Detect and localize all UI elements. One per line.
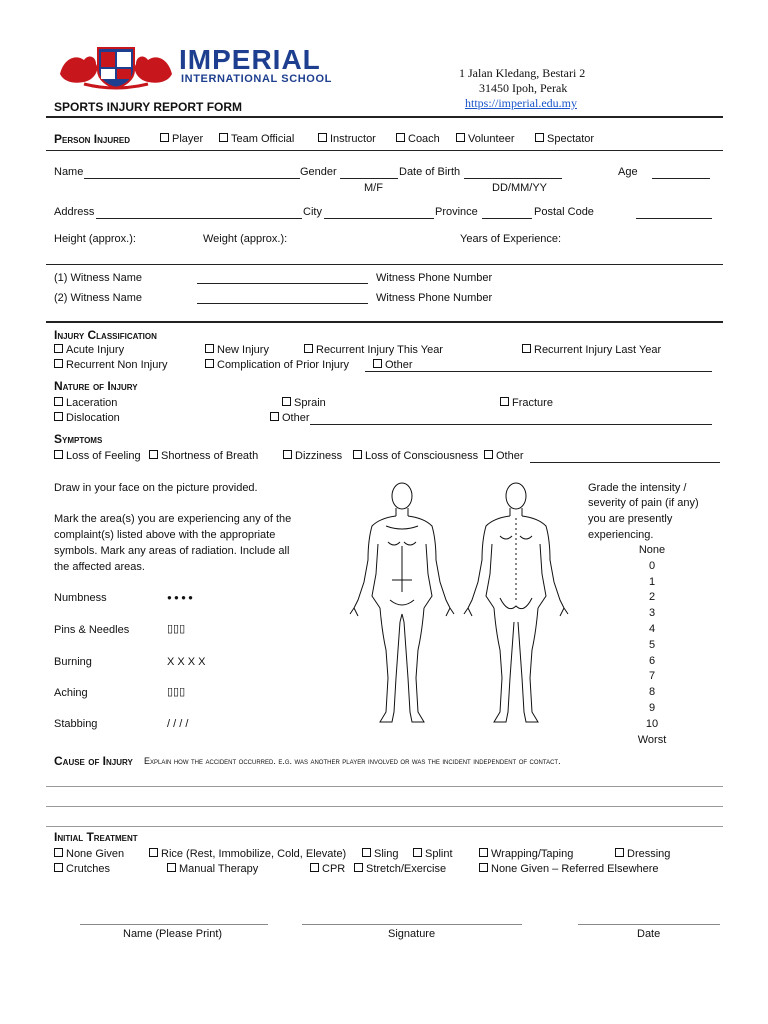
dob-label: Date of Birth (399, 166, 461, 178)
pain-scale-item[interactable]: 5 (648, 638, 656, 651)
date-label: Date (637, 928, 661, 940)
address-field[interactable] (96, 218, 302, 219)
option-label: Crutches (66, 863, 111, 875)
checkbox-icon (479, 848, 488, 857)
witness-1-label: (1) Witness Name (54, 272, 143, 284)
section-rule (46, 150, 723, 151)
injury-classification-heading: Injury Classification (54, 328, 157, 342)
option-label: None Given (66, 848, 125, 860)
option-label: Other (496, 450, 524, 462)
school-logo (54, 44, 178, 90)
option-loss-of-feeling[interactable] (54, 450, 141, 462)
legend-numbness-label: Numbness (54, 592, 107, 604)
pain-scale-item[interactable]: 6 (648, 654, 656, 667)
witness-2-label: (2) Witness Name (54, 292, 143, 304)
checkbox-icon (500, 397, 509, 406)
option-rice[interactable] (149, 848, 346, 860)
option-recurrent-last-year[interactable] (522, 344, 661, 356)
checkbox-icon (362, 848, 371, 857)
school-name: IMPERIAL (179, 44, 321, 75)
signature-label: Signature (388, 928, 436, 940)
checkbox-icon (283, 450, 292, 459)
option-dizziness[interactable] (283, 450, 342, 462)
checkbox-icon (615, 848, 624, 857)
pain-scale-item[interactable]: 9 (648, 701, 656, 714)
cause-line-2[interactable] (46, 806, 723, 807)
legend-aching-symbol: ▯▯▯ (167, 686, 186, 698)
checkbox-icon (304, 344, 313, 353)
checkbox-icon (535, 133, 544, 142)
option-manual-therapy[interactable] (167, 863, 258, 875)
age-field[interactable] (652, 178, 710, 179)
postal-label: Postal Code (534, 206, 594, 218)
checkbox-icon (310, 863, 319, 872)
legend-burning-symbol: X X X X (167, 656, 206, 668)
checkbox-icon (54, 848, 63, 857)
weight-label: Weight (approx.): (203, 233, 288, 245)
pain-scale-item[interactable]: 7 (648, 670, 656, 683)
checkbox-icon (282, 397, 291, 406)
option-label: Dressing (627, 848, 671, 860)
option-label: Dislocation (66, 412, 120, 424)
checkbox-icon (522, 344, 531, 353)
option-dislocation[interactable] (54, 412, 120, 424)
option-complication[interactable] (205, 359, 349, 371)
option-label: CPR (322, 863, 346, 875)
section-rule (46, 264, 723, 265)
address-label: Address (54, 206, 95, 218)
checkbox-icon (318, 133, 327, 142)
witness-1-name-field[interactable] (197, 283, 368, 284)
pain-scale-item[interactable]: 4 (648, 622, 656, 635)
website-link[interactable]: https://imperial.edu.my (465, 96, 577, 110)
name-label: Name (54, 166, 84, 178)
checkbox-icon (413, 848, 422, 857)
body-diagram-front[interactable] (346, 482, 458, 728)
witness-2-phone-label: Witness Phone Number (376, 292, 493, 304)
checkbox-icon (205, 359, 214, 368)
legend-stabbing-label: Stabbing (54, 718, 98, 730)
gender-hint: M/F (364, 182, 383, 194)
mark-area-line-3: symbols. Mark any areas of radiation. Include all (54, 545, 290, 557)
header-rule (46, 116, 723, 118)
option-volunteer[interactable] (456, 133, 514, 145)
option-referred-elsewhere[interactable] (479, 863, 659, 875)
gender-field[interactable] (340, 178, 398, 179)
checkbox-icon (149, 848, 158, 857)
option-label: Manual Therapy (179, 863, 259, 875)
form-title: SPORTS INJURY REPORT FORM (54, 100, 243, 114)
checkbox-icon (54, 412, 63, 421)
option-label: Loss of Feeling (66, 450, 141, 462)
legend-pins-label: Pins & Needles (54, 624, 130, 636)
option-cpr[interactable] (310, 863, 345, 875)
province-field[interactable] (482, 218, 532, 219)
legend-pins-symbol: ▯▯▯ (167, 623, 186, 635)
province-label: Province (435, 206, 478, 218)
option-label: Sprain (294, 397, 326, 409)
pain-scale-item[interactable]: 0 (648, 559, 656, 572)
experience-label: Years of Experience: (460, 233, 562, 245)
mark-area-line-2: complaint(s) listed above with the appropriate (54, 529, 276, 541)
legend-numbness-symbol: ● ● ● ● (167, 593, 193, 602)
city-label: City (303, 206, 322, 218)
checkbox-icon (149, 450, 158, 459)
school-subtitle: INTERNATIONAL SCHOOL (181, 73, 332, 85)
checkbox-icon (396, 133, 405, 142)
option-label: Rice (Rest, Immobilize, Cold, Elevate) (161, 848, 347, 860)
option-label: Dizziness (295, 450, 343, 462)
date-field[interactable] (578, 924, 720, 925)
option-label: Complication of Prior Injury (217, 359, 350, 371)
height-label: Height (approx.): (54, 233, 136, 245)
checkbox-icon (479, 863, 488, 872)
option-label: Team Official (231, 133, 295, 145)
option-label: Loss of Consciousness (365, 450, 479, 462)
person-injured-heading: Person Injured (54, 132, 131, 146)
cause-line-1[interactable] (46, 786, 723, 787)
pain-intro-line-2: severity of pain (if any) (588, 497, 699, 509)
pain-intro-line-4: experiencing. (588, 529, 654, 541)
pain-intro-line-3: you are presently (588, 513, 673, 525)
symptoms-heading: Symptoms (54, 432, 103, 446)
option-label: Stretch/Exercise (366, 863, 447, 875)
option-team-official[interactable] (219, 133, 294, 145)
option-label: Sling (374, 848, 399, 860)
checkbox-icon (205, 344, 214, 353)
option-nature-other[interactable] (270, 412, 310, 424)
checkbox-icon (54, 359, 63, 368)
pain-scale (620, 544, 684, 749)
option-recurrent-non-injury[interactable] (54, 359, 168, 371)
print-name-label: Name (Please Print) (123, 928, 223, 940)
option-none-given[interactable] (54, 848, 124, 860)
witness-1-phone-label: Witness Phone Number (376, 272, 493, 284)
name-field[interactable] (84, 178, 300, 179)
option-label: Acute Injury (66, 344, 125, 356)
option-label: Other (282, 412, 310, 424)
postal-field[interactable] (636, 218, 712, 219)
pain-scale-item[interactable]: Worst (637, 733, 667, 746)
option-label: Instructor (330, 133, 376, 145)
option-label: Recurrent Non Injury (66, 359, 168, 371)
pain-intro-line-1: Grade the intensity / (588, 482, 687, 494)
signature-field[interactable] (302, 924, 522, 925)
option-loss-of-consciousness[interactable] (353, 450, 478, 462)
pain-scale-item[interactable]: None (638, 544, 666, 556)
gender-label: Gender (300, 166, 337, 178)
mark-area-line-1: Mark the area(s) you are experiencing any of the (54, 513, 292, 525)
option-crutches[interactable] (54, 863, 110, 875)
option-label: Coach (408, 133, 440, 145)
cause-prompt: Explain how the accident occurred. e.g. was another player involved or was the incident independent of contact. (144, 756, 561, 766)
pain-scale-item[interactable]: 3 (648, 607, 656, 620)
option-label: Recurrent Injury This Year (316, 344, 443, 356)
pain-scale-item[interactable]: 1 (648, 575, 656, 588)
legend-burning-label: Burning (54, 656, 92, 668)
address-line-2: 31450 Ipoh, Perak (479, 81, 568, 95)
option-wrapping[interactable] (479, 848, 573, 860)
mark-area-line-4: the affected areas. (54, 561, 145, 573)
cause-line-3[interactable] (46, 826, 723, 827)
city-field[interactable] (324, 218, 434, 219)
option-player[interactable] (160, 133, 203, 145)
legend-aching-label: Aching (54, 687, 88, 699)
option-label: Other (385, 359, 413, 371)
checkbox-icon (54, 344, 63, 353)
classification-other-field[interactable] (365, 371, 712, 372)
checkbox-icon (167, 863, 176, 872)
option-fracture[interactable] (500, 397, 553, 409)
checkbox-icon (54, 863, 63, 872)
option-recurrent-this-year[interactable] (304, 344, 443, 356)
dob-field[interactable] (464, 178, 562, 179)
option-shortness-of-breath[interactable] (149, 450, 258, 462)
nature-of-injury-heading: Nature of Injury (54, 379, 138, 393)
pain-scale-item[interactable]: 10 (645, 717, 659, 730)
option-label: Laceration (66, 397, 118, 409)
draw-face-instruction: Draw in your face on the picture provided. (54, 482, 258, 494)
initial-treatment-heading: Initial Treatment (54, 830, 138, 844)
checkbox-icon (54, 397, 63, 406)
checkbox-icon (456, 133, 465, 142)
symptoms-other-field[interactable] (530, 462, 720, 463)
pain-scale-item[interactable]: 8 (648, 686, 656, 699)
checkbox-icon (354, 863, 363, 872)
option-sprain[interactable] (282, 397, 326, 409)
nature-other-field[interactable] (310, 424, 712, 425)
checkbox-icon (270, 412, 279, 421)
pain-scale-item[interactable]: 2 (648, 591, 656, 604)
option-label: Player (172, 133, 204, 145)
witness-2-name-field[interactable] (197, 303, 368, 304)
option-spectator[interactable] (535, 133, 594, 145)
checkbox-icon (353, 450, 362, 459)
option-classification-other[interactable] (373, 359, 413, 371)
option-stretch[interactable] (354, 863, 446, 875)
option-symptoms-other[interactable] (484, 450, 524, 462)
option-laceration[interactable] (54, 397, 117, 409)
option-label: Recurrent Injury Last Year (534, 344, 662, 356)
option-label: Splint (425, 848, 453, 860)
option-acute-injury[interactable] (54, 344, 124, 356)
section-rule (46, 321, 723, 323)
checkbox-icon (373, 359, 382, 368)
address-line-1: 1 Jalan Kledang, Bestari 2 (459, 66, 586, 80)
option-dressing[interactable] (615, 848, 670, 860)
cause-of-injury-heading: Cause of Injury (54, 754, 133, 768)
option-instructor[interactable] (318, 133, 376, 145)
checkbox-icon (160, 133, 169, 142)
option-label: None Given – Referred Elsewhere (491, 863, 659, 875)
body-diagram-back[interactable] (460, 482, 572, 728)
checkbox-icon (219, 133, 228, 142)
print-name-field[interactable] (80, 924, 268, 925)
option-label: New Injury (217, 344, 269, 356)
option-label: Wrapping/Taping (491, 848, 574, 860)
option-new-injury[interactable] (205, 344, 269, 356)
option-splint[interactable] (413, 848, 453, 860)
option-coach[interactable] (396, 133, 440, 145)
dob-hint: DD/MM/YY (492, 182, 547, 194)
legend-stabbing-symbol: / / / / (167, 718, 189, 730)
option-label: Shortness of Breath (161, 450, 259, 462)
option-label: Fracture (512, 397, 553, 409)
option-label: Volunteer (468, 133, 515, 145)
checkbox-icon (484, 450, 493, 459)
checkbox-icon (54, 450, 63, 459)
option-label: Spectator (547, 133, 595, 145)
option-sling[interactable] (362, 848, 398, 860)
age-label: Age (618, 166, 638, 178)
